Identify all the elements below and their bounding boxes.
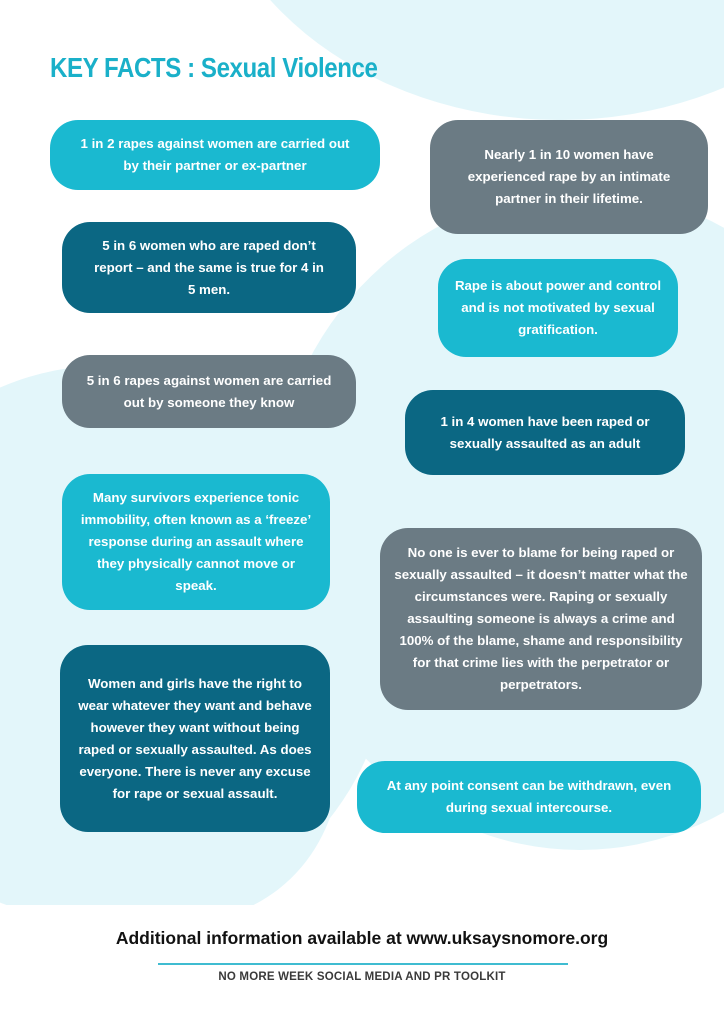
background-footer-area (0, 905, 724, 1035)
page-title: KEY FACTS : Sexual Violence (50, 52, 378, 83)
footer-caption: NO MORE WEEK SOCIAL MEDIA AND PR TOOLKIT (218, 971, 506, 983)
fact-text: Many survivors experience tonic immobility, often known as a ‘freeze’ response during an assault where they physically cannot move or speak. (80, 490, 312, 593)
footer-additional-info: Additional information available at www.uksaysnomore.org (115, 928, 609, 948)
footer-divider (158, 963, 568, 965)
fact-text: 1 in 4 women have been raped or sexually assaulted as an adult (440, 413, 650, 451)
fact-text: 5 in 6 rapes against women are carried out by someone they know (86, 372, 332, 410)
fact-consent-withdrawn (357, 761, 701, 833)
fact-right-to-wear (60, 645, 330, 832)
fact-someone-they-know (62, 355, 356, 428)
fact-text: Rape is about power and control and is not motivated by sexual gratification. (454, 278, 662, 337)
fact-intimate-partner-lifetime (430, 120, 708, 234)
fact-tonic-immobility (62, 474, 330, 610)
fact-no-one-to-blame (380, 528, 702, 710)
fact-text: At any point consent can be withdrawn, even during sexual intercourse. (386, 778, 672, 815)
fact-dont-report (62, 222, 356, 313)
fact-power-control (438, 259, 678, 357)
fact-text: 5 in 6 women who are raped don’t report – and the same is true for 4 in 5 men. (94, 237, 324, 297)
fact-one-in-four (405, 390, 685, 475)
fact-text: No one is ever to blame for being raped or sexually assaulted – it doesn’t matter what the circumstances were. Raping or sexually assaulting someone is always a crime and 100% of the blame, shame and responsibility for that crime lies with the perpetrator or perpetrators. (394, 545, 688, 692)
fact-text: Women and girls have the right to wear whatever they want and behave however they want without being raped or sexually assaulted. As does everyone. There is never any excuse for rape or sexual assault. (78, 675, 312, 801)
fact-partner-rapes (50, 120, 380, 190)
fact-text: 1 in 2 rapes against women are carried out by their partner or ex-partner (80, 136, 350, 173)
fact-text: Nearly 1 in 10 women have experienced rape by an intimate partner in their lifetime. (467, 147, 671, 206)
